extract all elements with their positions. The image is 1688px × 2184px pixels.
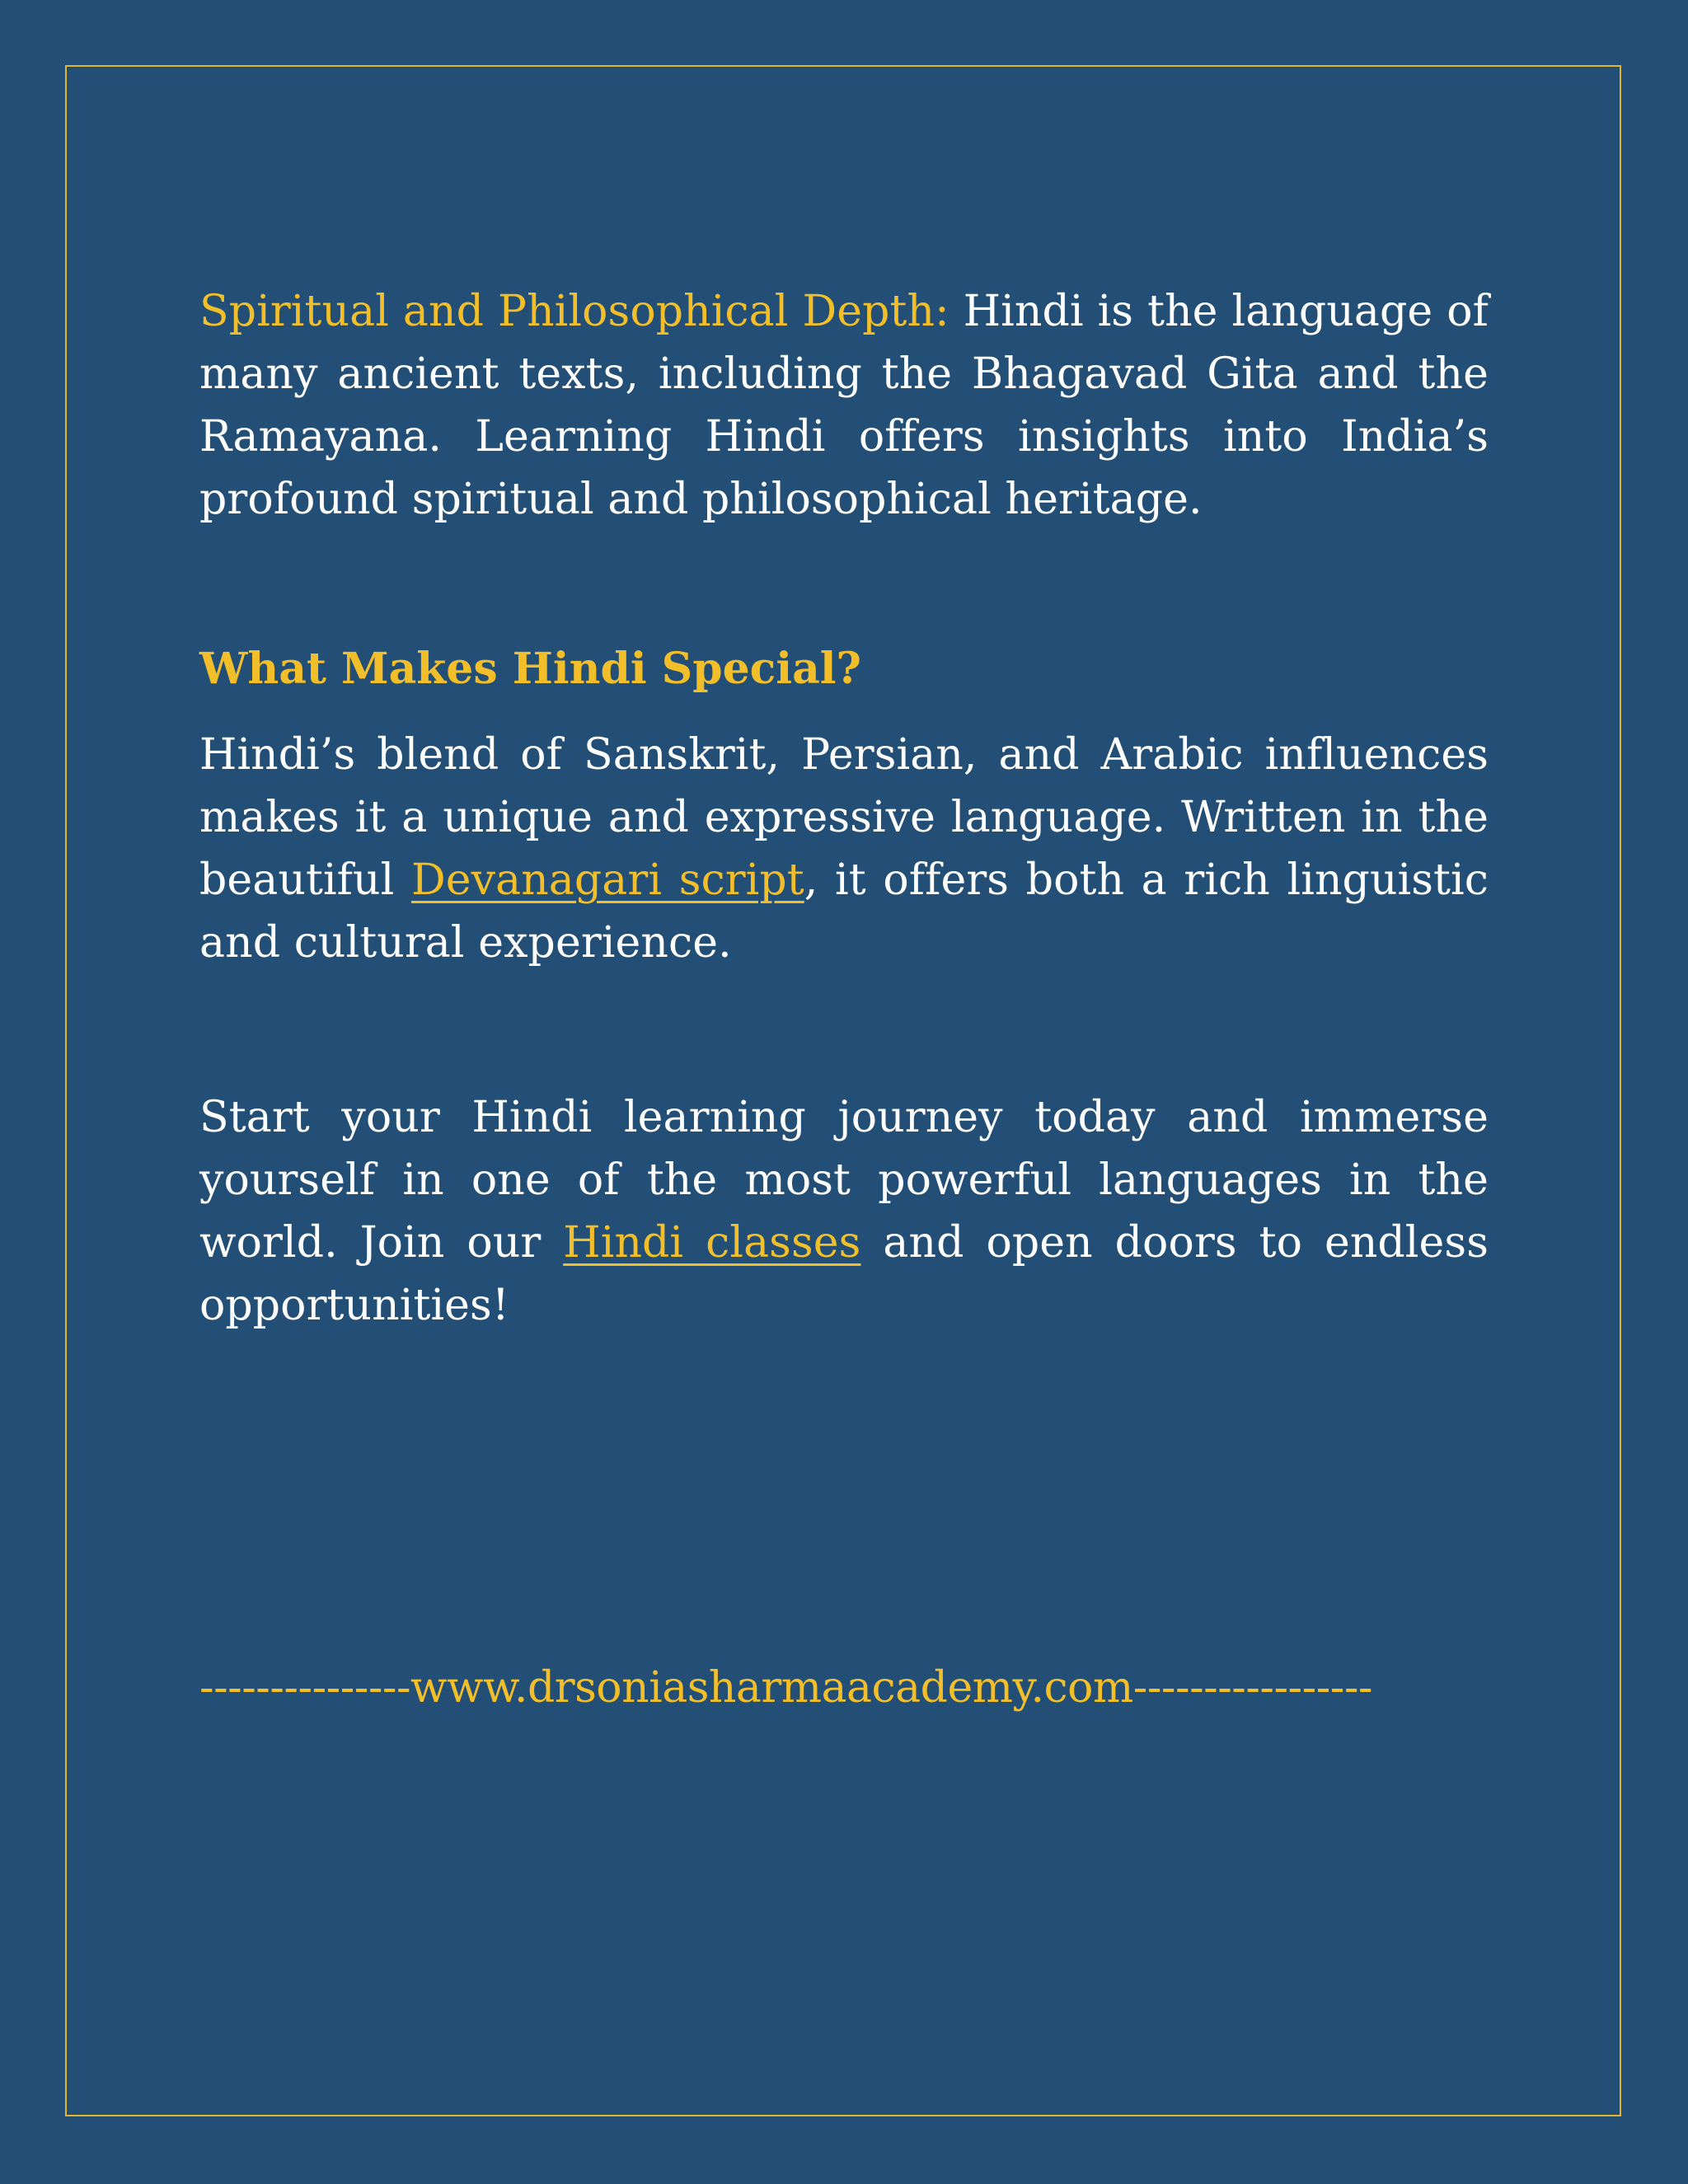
cta-body-after-link: and open doors to endless opportunities! bbox=[199, 1218, 1489, 1330]
spiritual-depth-lead: Spiritual and Philosophical Depth: bbox=[199, 287, 950, 336]
spiritual-depth-body: Hindi is the language of many ancient texts, including the Bhagavad Gita and the Ramayana. Learning Hindi offers insights into India’s profound spiritual and philosophical heritage. bbox=[199, 287, 1489, 524]
academy-website-line: ---------------www.drsoniasharmaacademy.com----------------- bbox=[199, 1663, 1372, 1713]
section-heading-what-makes-hindi-special: What Makes Hindi Special? bbox=[199, 644, 862, 694]
cta-body-before-link: Start your Hindi learning journey today and immerse yourself in one of the most powerful languages in the world. Join our bbox=[199, 1093, 1489, 1268]
call-to-action-paragraph bbox=[199, 1086, 1489, 1337]
special-body-after-link: , it offers both a rich linguistic and cultural experience. bbox=[199, 855, 1489, 968]
spiritual-depth-paragraph bbox=[199, 280, 1489, 531]
devanagari-script-link[interactable]: Devanagari script bbox=[410, 855, 804, 905]
document-content bbox=[199, 280, 1489, 1713]
what-makes-hindi-special-paragraph bbox=[199, 724, 1489, 974]
special-body-before-link: Hindi’s blend of Sanskrit, Persian, and Arabic influences makes it a unique and expressive language. Written in the beautiful bbox=[199, 730, 1489, 905]
hindi-classes-link[interactable]: Hindi classes bbox=[563, 1218, 861, 1268]
